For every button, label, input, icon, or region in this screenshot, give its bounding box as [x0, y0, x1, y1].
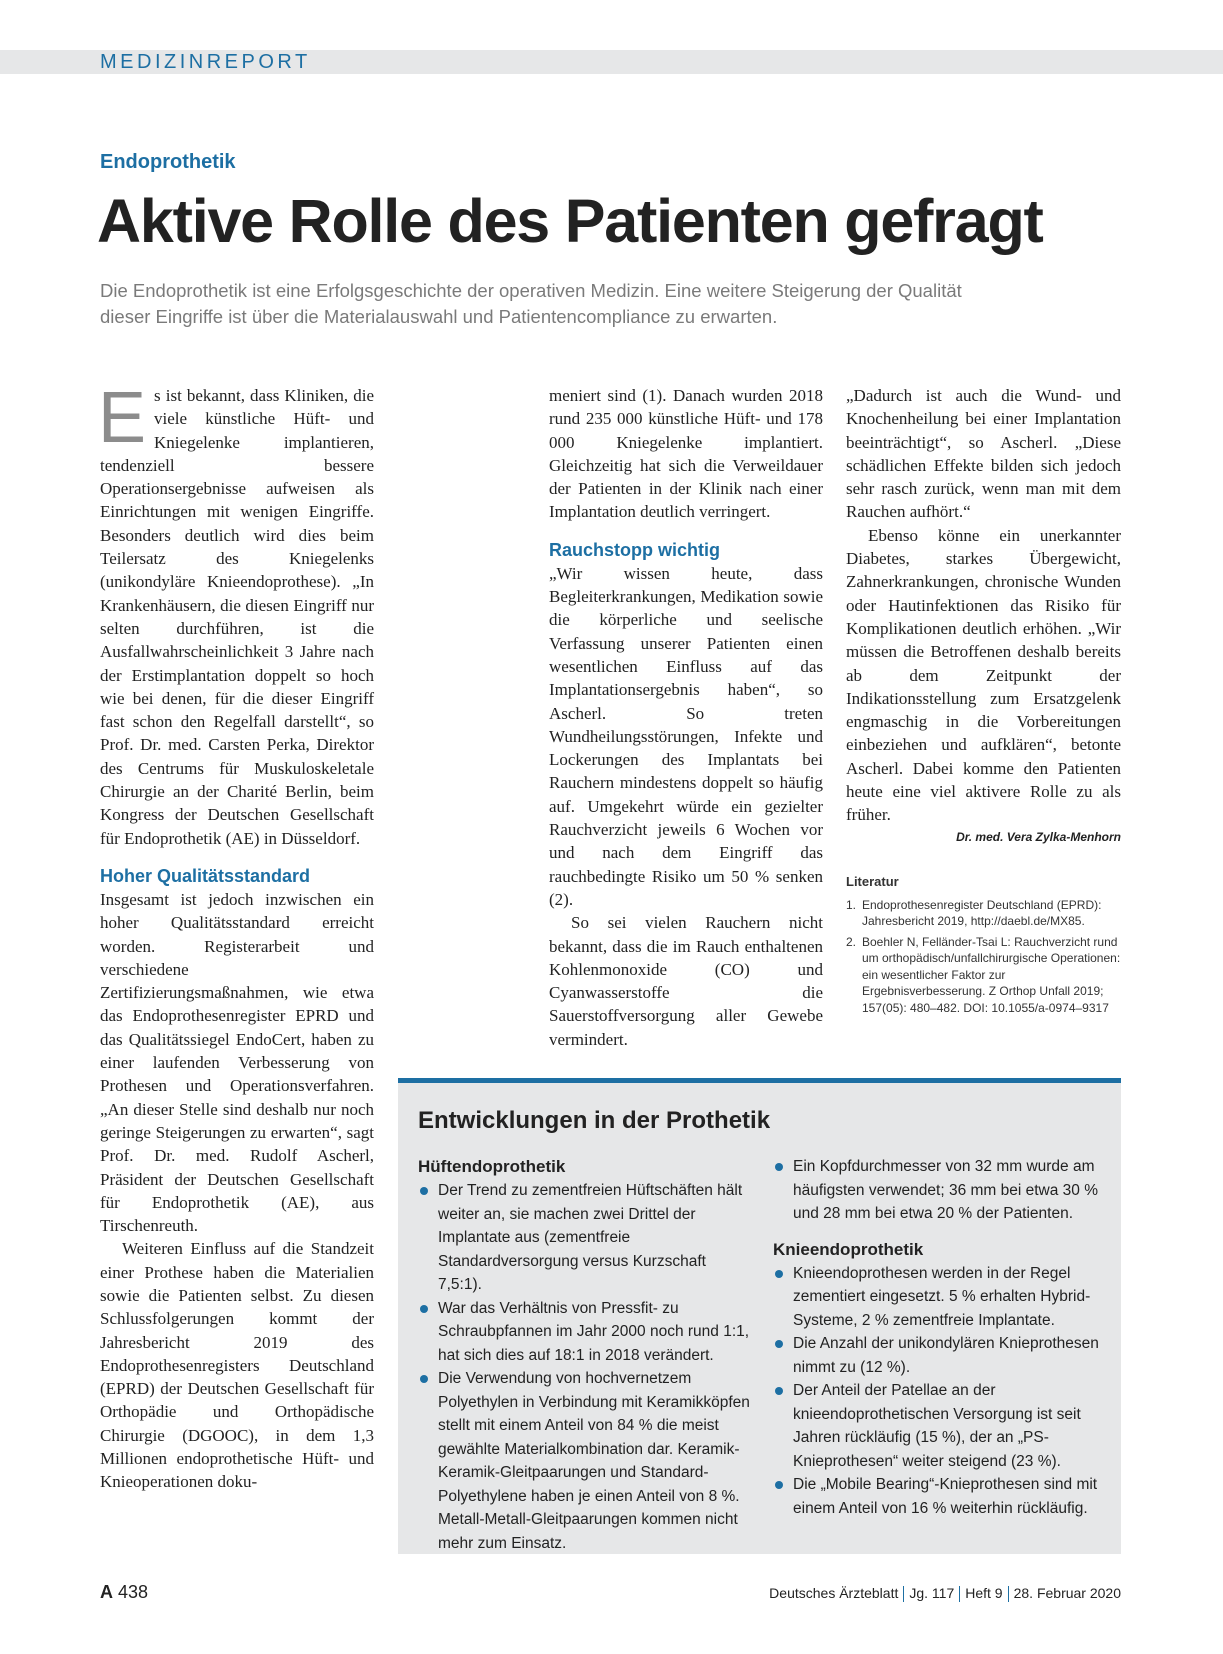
drop-cap: E: [98, 378, 147, 458]
article-paragraph: Insgesamt ist jedoch inzwischen ein hoher Qualitätsstandard erreicht worden. Registerarbeit und verschiedene Zertifizierungsmaßnahmen, wie etwa das Endoprothesenregister EPRD und das Qualitätssiegel EndoCert, haben zu einer laufenden Verbesserung von Prothesen und Operationsverfahren. „An dieser Stelle sind deshalb nur noch geringe Steigerungen zu erwarten“, sagt Prof. Dr. med. Rudolf Ascherl, Präsident der Deutschen Gesellschaft für Endoprothetik (AE), aus Tirschenreuth.: [100, 889, 374, 1236]
subheading-qualitaet: Hoher Qualitätsstandard: [100, 865, 311, 886]
literature-item: 2. Boehler N, Felländer-Tsai L: Rauchverzicht rund um orthopädisch/unfallchirurgische Operationen: ein wesentlicher Faktor zur Ergebnisverbesserung. Z Orthop Unfall 2019; 157(05): 480–482. DOI: 10.1055/a-0974–9317: [846, 934, 1121, 1015]
article-lead: Die Endoprothetik ist eine Erfolgsgeschichte der operativen Medizin. Eine weitere Steigerung der Qualität dieser Eingriffe ist über die Materialauswahl und Patientencompliance zu erwarten.: [100, 280, 962, 327]
section-label: MEDIZINREPORT: [100, 51, 311, 73]
bullet-item: Ein Kopfdurchmesser von 32 mm wurde am häufigsten verwendet; 36 mm bei etwa 30 % und 28 mm bei etwa 20 % der Patienten.: [773, 1155, 1103, 1226]
bullet-item: Der Trend zu zementfreien Hüftschäften hält weiter an, sie machen zwei Drittel der Implantate aus (zementfreie Standardversorgung versus Kurzschaft 7,5:1).: [418, 1179, 751, 1297]
article-paragraph: Weiteren Einfluss auf die Standzeit einer Prothese haben die Materialien sowie die Patienten selbst. Zu diesen Schlussfolgerungen kommt der Jahresbericht 2019 des Endoprothesenregisters Deutschland (EPRD) der Deutschen Gesellschaft für Orthopädie und Orthopädische Chirurgie (DGOOC), in dem 1,3 Millionen endoprothetische Hüft- und Knieoperationen doku-: [100, 1239, 374, 1492]
literature-title: Literatur: [846, 874, 899, 889]
journal-issue: Heft 9: [965, 1585, 1003, 1601]
article-paragraph: meniert sind (1). Danach wurden 2018 rund 235 000 künstliche Hüft- und 178 000 Kniegelenke implantiert. Gleichzeitig hat sich die Verweildauer der Patienten in der Klinik nach einer Implantation deutlich verringert.: [549, 386, 823, 522]
literature-item: 1. Endoprothesenregister Deutschland (EPRD): Jahresbericht 2019, http://daebl.de/MX85.: [846, 897, 1121, 930]
info-box-title: Entwicklungen in der Prothetik: [418, 1107, 771, 1134]
info-box-column-2: [773, 1155, 1103, 1520]
page-number: A 438: [100, 1582, 149, 1602]
article-column-3: [846, 384, 1121, 847]
bullet-item: Der Anteil der Patellae an der knieendoprothetischen Versorgung ist seit Jahren rückläufig (15 %), der an „PS-Knieprothesen“ weiter steigend (23 %).: [773, 1379, 1103, 1473]
info-box-column-1: [418, 1155, 751, 1555]
author-byline: Dr. med. Vera Zylka-Menhorn: [956, 829, 1121, 844]
literature-text: Endoprothesenregister Deutschland (EPRD): Jahresbericht 2019, http://daebl.de/MX85.: [862, 897, 1102, 928]
article-kicker: Endoprothetik: [100, 151, 236, 173]
journal-info: [769, 1585, 1121, 1602]
bullet-item: War das Verhältnis von Pressfit- zu Schraubpfannen im Jahr 2000 noch rund 1:1, hat sich dies auf 18:1 in 2018 verändert.: [418, 1297, 751, 1368]
article-column-2: [549, 384, 823, 1051]
journal-volume: Jg. 117: [909, 1585, 955, 1601]
info-box: [398, 1078, 1121, 1554]
journal-name: Deutsches Ärzteblatt: [769, 1585, 899, 1601]
article-title: Aktive Rolle des Patienten gefragt: [97, 187, 1043, 255]
article-paragraph: Ebenso könne ein unerkannter Diabetes, starkes Übergewicht, Zahnerkrankungen, chronische Wunden oder Hautinfektionen das Risiko für Komplikationen deutlich erhöhen. „Wir müssen die Betroffenen deshalb bereits ab dem Zeitpunkt der Indikationsstellung zum Ersatzgelenk engmaschig in die Vorbereitungen einbeziehen und aufklären“, betonte Ascherl. Dabei komme den Patienten heute eine viel aktivere Rolle zu als früher.: [846, 525, 1121, 825]
literature-text: Boehler N, Felländer-Tsai L: Rauchverzicht rund um orthopädisch/unfallchirurgische Operationen: ein wesentlicher Faktor zur Ergebnisverbesserung. Z Orthop Unfall 2019; 157(05): 480–482. DOI: 10.1055/a-0974–9317: [862, 934, 1121, 1015]
article-paragraph: Es ist bekannt, dass Kliniken, die viele künstliche Hüft- und Kniegelenke implantieren, tendenziell bessere Operationsergebnisse aufweisen als Einrichtungen mit wenigen Eingriffe. Besonders deutlich wird dies beim Teilersatz des Kniegelenks (unikondyläre Knieendoprothese). „In Krankenhäusern, die diesen Eingriff nur selten durchführen, ist die Ausfallwahrscheinlichkeit 3 Jahre nach der Erstimplantation doppelt so hoch wie bei denen, für die dieser Eingriff fast schon den Regelfall darstellt“, so Prof. Dr. med. Carsten Perka, Direktor des Centrums für Muskuloskeletale Chirurgie an der Charité Berlin, beim Kongress der Deutschen Gesellschaft für Endoprothetik (AE) in Düsseldorf.: [98, 378, 374, 848]
info-box-heading-hip: Hüftendoprothetik: [418, 1157, 566, 1176]
article-paragraph: „Dadurch ist auch die Wund- und Knochenheilung bei einer Implantation beeinträchtigt“, so Ascherl. „Diese schädlichen Effekte bilden sich jedoch sehr rasch zurück, wenn man mit dem Rauchen aufhört.“: [846, 386, 1121, 522]
info-box-heading-knee: Knieendoprothetik: [773, 1239, 924, 1259]
subheading-rauchstopp: Rauchstopp wichtig: [549, 539, 720, 560]
journal-date: 28. Februar 2020: [1013, 1585, 1121, 1601]
bullet-item: Die „Mobile Bearing“-Knieprothesen sind mit einem Anteil von 16 % weiterhin rückläufig.: [773, 1473, 1103, 1520]
article-paragraph: „Wir wissen heute, dass Begleiterkrankungen, Medikation sowie die körperliche und seelische Verfassung unserer Patienten einen wesentlichen Einfluss auf das Implantationsergebnis haben“, so Ascherl. So treten Wundheilungsstörungen, Infekte und Lockerungen des Implantats bei Rauchern mindestens doppelt so häufig auf. Umgekehrt würde ein gezielter Rauchverzicht jeweils 6 Wochen vor und nach dem Eingriff das rauchbedingte Risiko um 50 % senken (2).: [549, 563, 823, 909]
bullet-item: Knieendoprothesen werden in der Regel zementiert eingesetzt. 5 % erhalten Hybrid-Systeme, 2 % zementfreie Implantate.: [773, 1262, 1103, 1333]
article-column-1: [98, 378, 374, 1494]
literature-list: [846, 874, 1121, 1020]
article-paragraph: So sei vielen Rauchern nicht bekannt, dass die im Rauch enthaltenen Kohlenmonoxide (CO) und Cyanwasserstoffe die Sauerstoffversorgung aller Gewebe vermindert.: [549, 913, 823, 1049]
bullet-item: Die Verwendung von hochvernetzem Polyethylen in Verbindung mit Keramikköpfen stellt mit einem Anteil von 84 % die meist gewählte Materialkombination dar. Keramik-Keramik-Gleitpaarungen und Standard-Polyethylene haben je einen Anteil von 8 %. Metall-Metall-Gleitpaarungen kommen nicht mehr zum Einsatz.: [418, 1367, 751, 1555]
bullet-item: Die Anzahl der unikondylären Knieprothesen nimmt zu (12 %).: [773, 1332, 1103, 1379]
